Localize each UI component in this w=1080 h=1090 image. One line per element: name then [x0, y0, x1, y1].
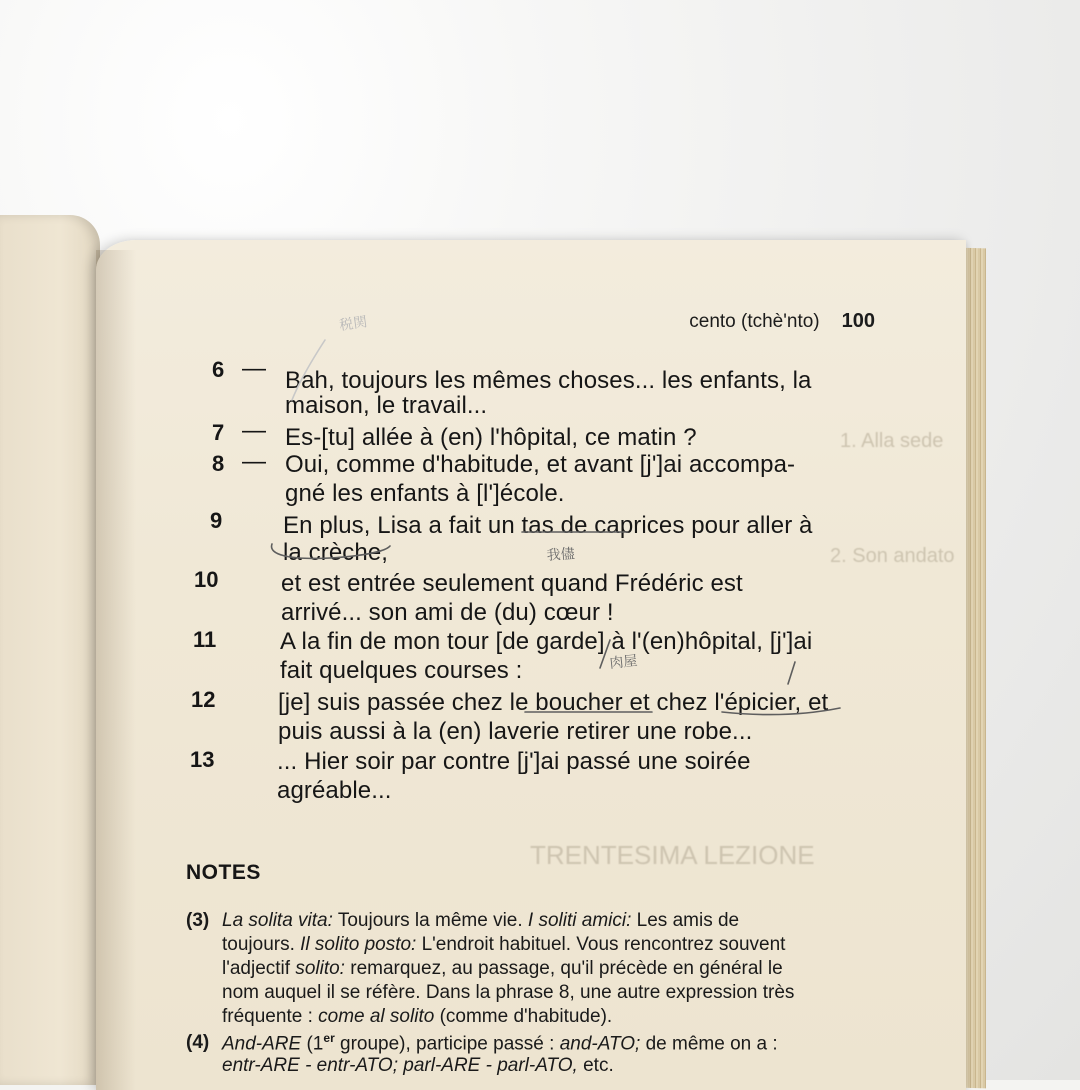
dialogue-line: Bah, toujours les mêmes choses... les enfants, la: [285, 367, 812, 394]
dialogue-line: maison, le travail...: [285, 392, 488, 419]
note-number: (3): [186, 910, 210, 931]
handwritten-note-top: 税関: [338, 314, 369, 334]
dialogue-dash: —: [242, 355, 266, 382]
handwritten-note-12: 肉屋: [608, 653, 639, 672]
left-page: [0, 215, 100, 1085]
line-number: 6: [212, 357, 225, 382]
dialogue-line: et est entrée seulement quand Frédéric est: [281, 570, 743, 597]
line-number: 11: [193, 627, 217, 652]
line-number: 7: [212, 420, 225, 445]
line-number: 10: [194, 567, 219, 592]
dialogue-line: gné les enfants à [l']école.: [285, 480, 565, 507]
note-line: fréquente : come al solito (comme d'habitude).: [222, 1006, 613, 1027]
dialogue-line: Es-[tu] allée à (en) l'hôpital, ce matin ?: [285, 424, 697, 451]
note-line: entr-ARE - entr-ATO; parl-ARE - parl-ATO, etc.: [222, 1055, 614, 1076]
note-line: l'adjectif solito: remarquez, au passage, qu'il précède en général le: [222, 958, 783, 979]
dialogue-line: puis aussi à la (en) laverie retirer une robe...: [278, 718, 753, 745]
note-line: nom auquel il se réfère. Dans la phrase 8, une autre expression très: [222, 982, 795, 1003]
dialogue-line: arrivé... son ami de (du) cœur !: [281, 599, 614, 626]
line-number: 13: [190, 747, 215, 772]
line-number: 12: [191, 687, 216, 712]
dialogue-line: Oui, comme d'habitude, et avant [j']ai accompa-: [285, 451, 796, 478]
dialogue-dash: —: [242, 417, 266, 444]
dialogue-line: fait quelques courses :: [280, 657, 523, 684]
dialogue-dash: —: [242, 448, 266, 475]
note-line: La solita vita: Toujours la même vie. I soliti amici: Les amis de: [222, 910, 740, 931]
note-line: toujours. Il solito posto: L'endroit habituel. Vous rencontrez souvent: [222, 934, 786, 955]
dialogue-line: [je] suis passée chez le boucher et chez l'épicier, et: [278, 689, 829, 716]
spine-shadow: [96, 250, 136, 1090]
dialogue-line: En plus, Lisa a fait un tas de caprices pour aller à: [283, 512, 813, 539]
handwritten-note-9: 我儘: [546, 546, 576, 564]
dialogue-line: agréable...: [277, 777, 392, 804]
show-through-text: 1. Alla sede: [840, 430, 944, 452]
dialogue-line: la crèche,: [283, 539, 389, 566]
show-through-text: 2. Son andato: [830, 545, 955, 567]
line-number: 9: [210, 508, 223, 533]
note-line: And-ARE (1er groupe), participe passé : and-ATO; de même on a :: [222, 1031, 778, 1055]
line-number: 8: [212, 451, 225, 476]
note-number: (4): [186, 1032, 210, 1053]
header-title: cento (tchè'nto): [689, 311, 820, 332]
show-through-heading: TRENTESIMA LEZIONE: [530, 840, 815, 870]
dialogue-line: A la fin de mon tour [de garde] à l'(en)hôpital, [j']ai: [280, 628, 813, 655]
running-header: [689, 310, 875, 333]
page-number: 100: [841, 310, 875, 332]
dialogue-line: ... Hier soir par contre [j']ai passé une soirée: [277, 748, 751, 775]
notes-heading: NOTES: [186, 861, 261, 884]
